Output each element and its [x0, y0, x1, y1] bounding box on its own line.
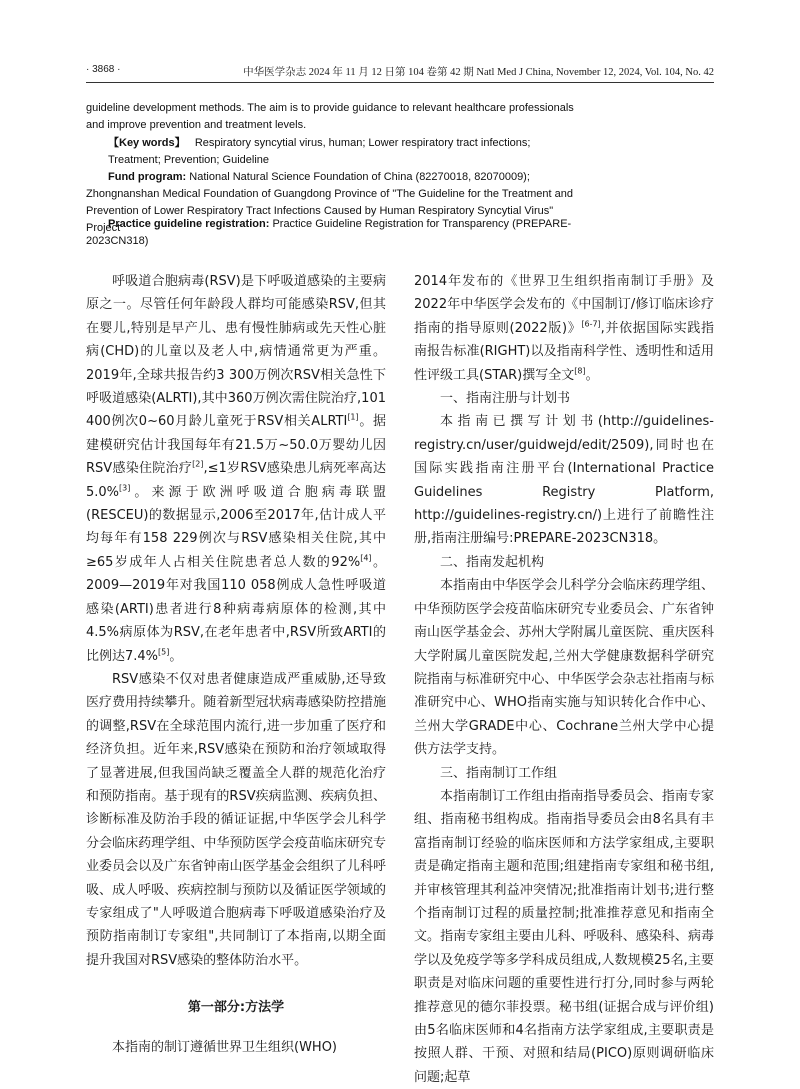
header-rule [86, 82, 714, 83]
key-words-text: Respiratory syncytial virus, human; Lower respiratory tract infections; Treatment; Prevention; Guideline [108, 137, 531, 166]
working-group-paragraph: 本指南制订工作组由指南指导委员会、指南专家组、指南秘书组构成。指南指导委员会由8名具有丰富指南制订经验的临床医师和方法学家组成,主要职责是确定指南主题和范围;组建指南专家组和秘书组,并审核管理其利益冲突情况;批准指南计划书;进行整个指南制订过程的质量控制;批准推荐意见和指南全文。指南专家组主要由儿科、呼吸科、感染科、病毒学以及免疫学等多学科成员组成,人数规模25名,主要职责是对临床问题的重要性进行打分,同时参与两轮推荐意见的德尔菲投票。秘书组(证据合成与评价组)由5名临床医师和4名指南方法学家组成,主要职责是按照人群、干预、对照和结局(PICO)原则调研临床问题;起草 [414, 788, 714, 1085]
citation-ref: [8] [574, 366, 586, 376]
key-words [86, 135, 586, 169]
section-heading-2: 二、指南发起机构 [440, 554, 545, 570]
key-words-label: 【Key words】 [108, 137, 186, 149]
running-header [86, 62, 714, 80]
fund-text: National Natural Science Foundation of China (82270018, 82070009); Zhongnanshan Medical Foundation of Guangdong Province of "The Guideline for the Treatment and Prevention of Lower Respiratory Tract Infections Caused by Human Respiratory Syncytial Virus" Project [86, 171, 573, 234]
right-column [414, 270, 714, 1089]
citation-ref: [1] [347, 413, 359, 423]
intro-paragraph-1: 呼吸道合胞病毒(RSV)是下呼吸道感染的主要病原之一。尽管任何年龄段人群均可能感染RSV,但其在婴儿,特别是早产儿、患有慢性肺病或先天性心脏病(CHD)的儿童以及老人中,病情通常更为严重。2019年,全球共报告约3 300万例次RSV相关急性下呼吸道感染(ALRTI),其中360万例次需住院治疗,101 400例次0~60月龄儿童死于RSV相关ALRTI[1]。据建模研究估计我国每年有21.5万~50.0万婴幼儿因RSV感染住院治疗[2],≤1岁RSV感染患儿病死率高达5.0%[3]。来源于欧洲呼吸道合胞病毒联盟(RESCEU)的数据显示,2006至2017年,估计成人平均每年有158 229例次与RSV感染相关住院,其中≥65岁成年人占相关住院患者总人数的92%[4]。2009—2019年对我国110 058例成人急性呼吸道感染(ARTI)患者进行8种病毒病原体的检测,其中4.5%病原体为RSV,在老年患者中,RSV所致ARTI的比例达7.4%[5]。 [86, 274, 386, 664]
initiators-paragraph: 本指南由中华医学会儿科学分会临床药理学组、中华预防医学会疫苗临床研究专业委员会、广东省钟南山医学基金会、苏州大学附属儿童医院、重庆医科大学附属儿童医院发起,兰州大学健康数据科学研究院指南与标准研究中心、中华医学会杂志社指南与标准研究中心、WHO指南实施与知识转化合作中心、兰州大学GRADE中心、Cochrane兰州大学中心提供方法学支持。 [414, 578, 714, 758]
citation-ref: [6-7] [581, 319, 601, 329]
intro-paragraph-2: RSV感染不仅对患者健康造成严重威胁,还导致医疗费用持续攀升。随着新型冠状病毒感染防控措施的调整,RSV在全球范围内流行,进一步加重了医疗和经济负担。近年来,RSV感染在预防和治疗领域取得了显著进展,但我国尚缺乏覆盖全人群的规范化治疗和预防指南。基于现有的RSV疾病监测、疾病负担、诊断标准及防治手段的循证证据,中华医学会儿科学分会临床药理学组、中华预防医学会疫苗临床研究专业委员会以及广东省钟南山医学基金会组织了儿科呼吸、成人呼吸、疾病控制与预防以及循证医学领域的专家组成了"人呼吸道合胞病毒下呼吸道感染治疗及预防指南制订专家组",共同制订了本指南,以期全面提升我国对RSV感染的整体防治水平。 [86, 671, 386, 968]
method-paragraph-1: 本指南的制订遵循世界卫生组织(WHO) [112, 1039, 338, 1055]
abstract-line: guideline development methods. The aim is to provide guidance to relevant healthcare professionals [86, 102, 574, 114]
citation-ref: [4] [360, 553, 372, 563]
citation-ref: [5] [158, 647, 170, 657]
citation-ref: [2] [192, 459, 204, 469]
citation-ref: [3] [119, 483, 131, 493]
abstract-line: and improve prevention and treatment levels. [86, 119, 307, 131]
registration-paragraph: 本指南已撰写计划书(http://guidelines-registry.cn/user/guidwejd/edit/2509),同时也在国际实践指南注册平台(International Practice Guidelines Registry Platform, http://guidelines-registry.cn/)上进行了前瞻性注册,指南注册编号:PREPARE-2023CN318。 [414, 414, 714, 547]
section-heading-1: 一、指南注册与计划书 [440, 391, 571, 407]
method-paragraph-continued: 2014年发布的《世界卫生组织指南制订手册》及2022年中华医学会发布的《中国制订/修订临床诊疗指南的指导原则(2022版)》[6-7],并依据国际实践指南报告标准(RIGHT)以及指南科学性、透明性和适用性评级工具(STAR)撰写全文[8]。 [414, 274, 714, 383]
guideline-registration [86, 216, 586, 250]
registration-label: Practice guideline registration: [108, 218, 270, 230]
part-title: 第一部分:方法学 [187, 1000, 285, 1016]
left-column [86, 270, 386, 1059]
page-number: · 3868 · [86, 64, 121, 75]
section-heading-3: 三、指南制订工作组 [440, 765, 558, 781]
journal-citation: 中华医学杂志 2024 年 11 月 12 日第 104 卷第 42 期 Natl Med J China, November 12, 2024, Vol. 104, No. 42 [243, 67, 714, 78]
abstract-tail [86, 100, 586, 134]
registration-text: Practice Guideline Registration for Transparency (PREPARE-2023CN318) [86, 218, 572, 247]
fund-label: Fund program: [108, 171, 187, 183]
